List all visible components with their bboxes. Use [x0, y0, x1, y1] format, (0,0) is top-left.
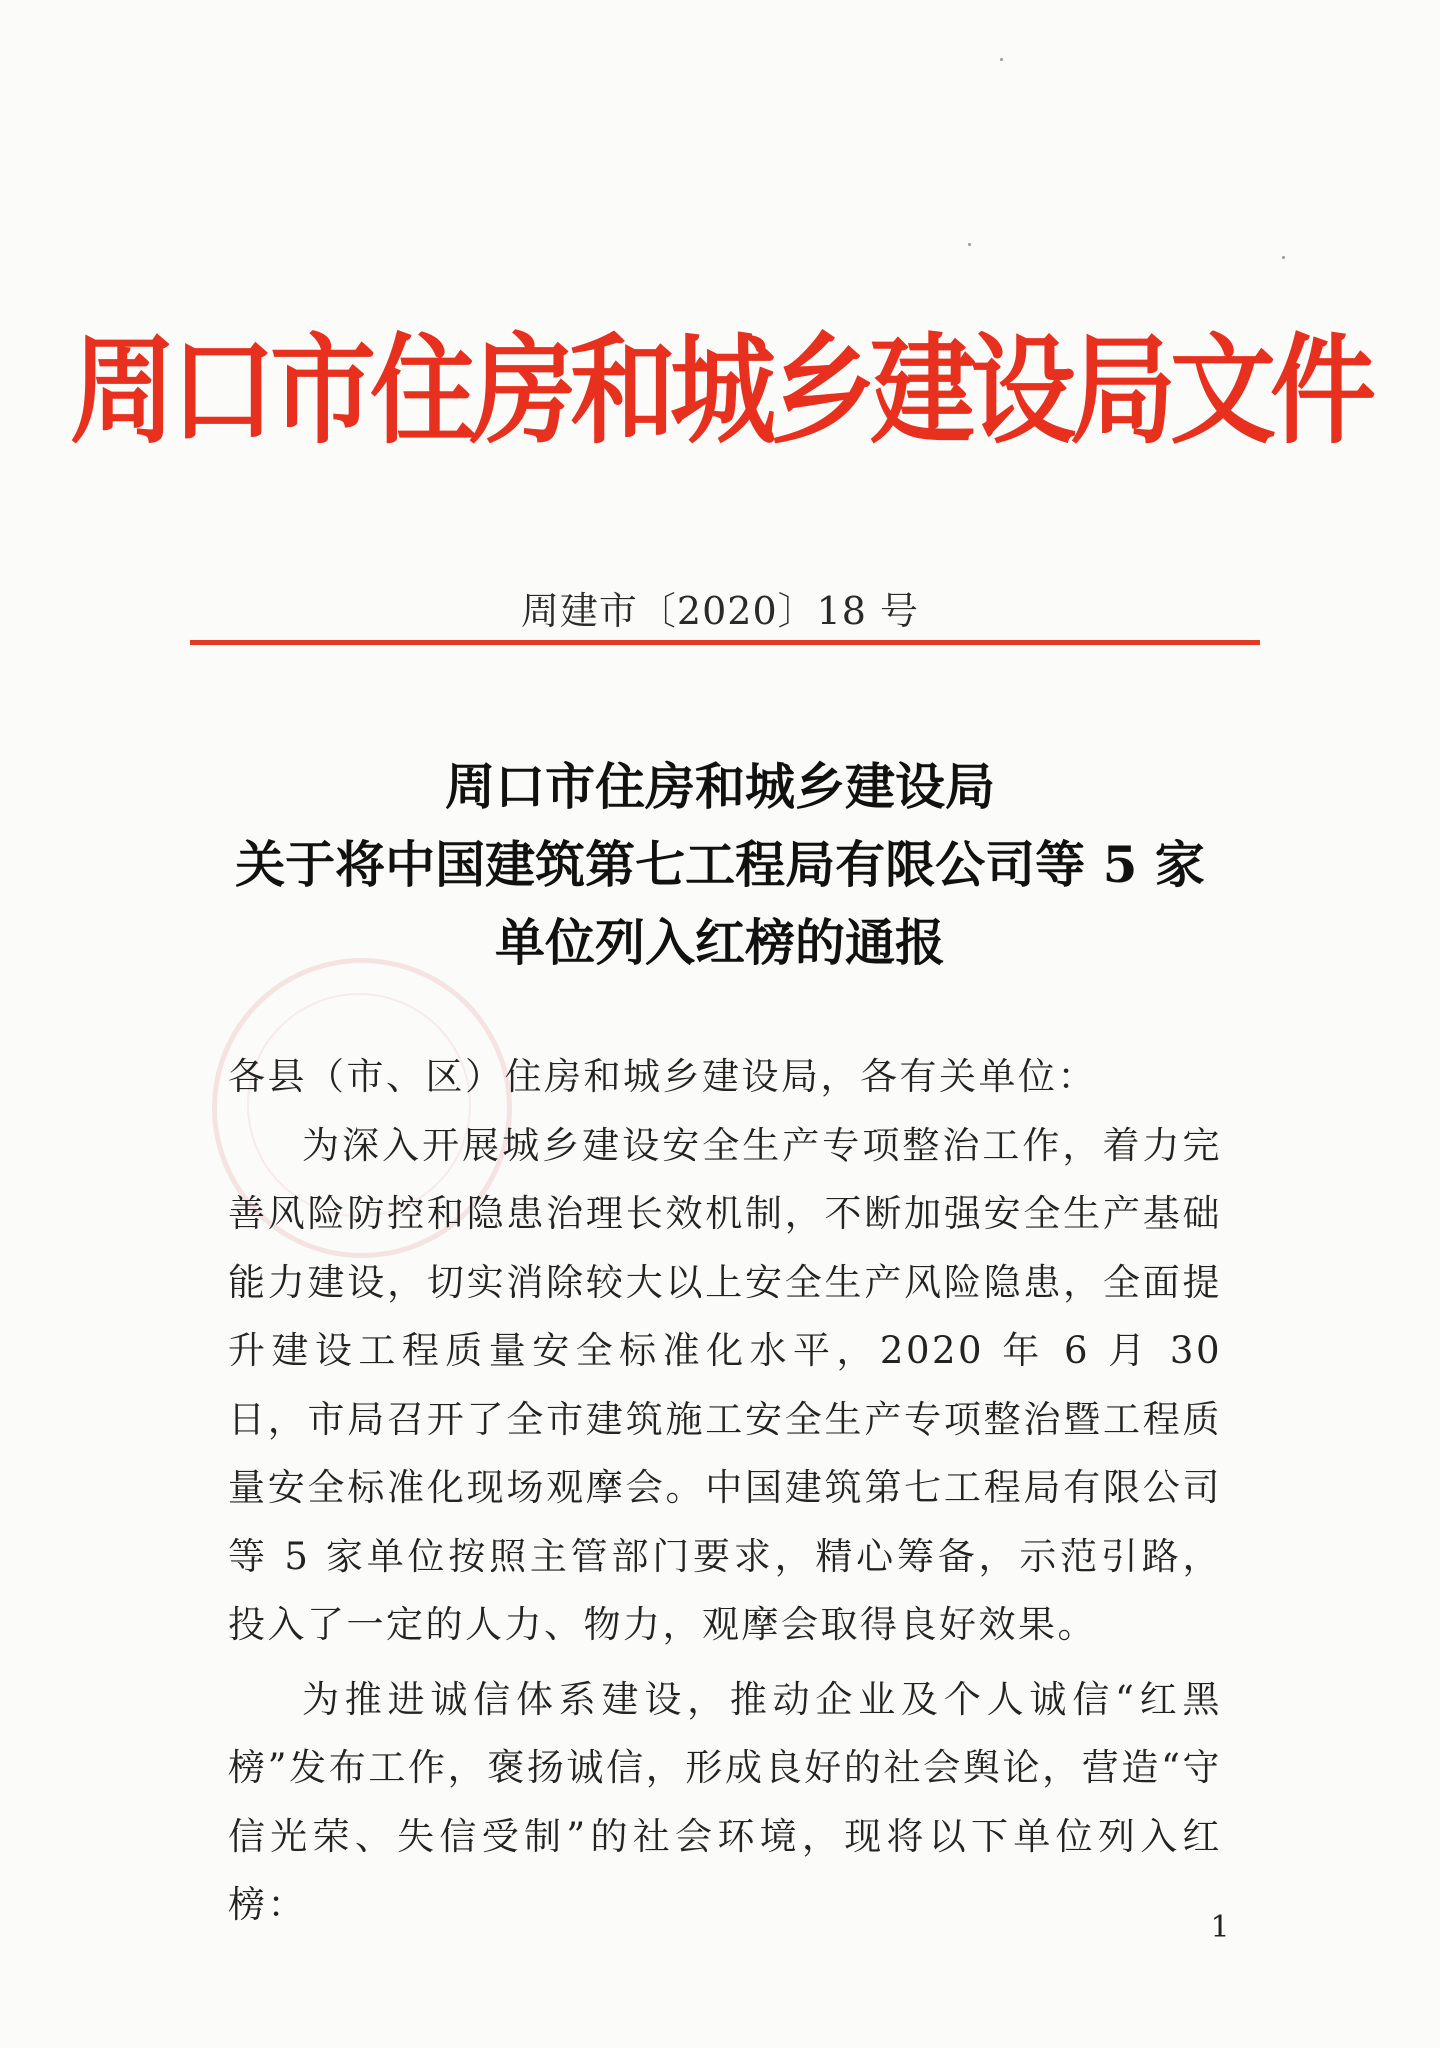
- agency-header-title: 周口市住房和城乡建设局文件: [70, 320, 1370, 461]
- salutation: 各县（市、区）住房和城乡建设局，各有关单位：: [228, 1055, 1097, 1098]
- notice-title-line: 关于将中国建筑第七工程局有限公司等 5 家: [235, 835, 1205, 894]
- scan-speck: [1000, 58, 1003, 61]
- notice-body: [228, 1043, 1222, 1940]
- body-paragraph-2: 为推进诚信体系建设，推动企业及个人诚信“红黑榜”发布工作，褒扬诚信，形成良好的社会舆论，营造“守信光荣、失信受制”的社会环境，现将以下单位列入红榜：: [228, 1677, 1222, 1926]
- notice-title-line: 周口市住房和城乡建设局: [445, 757, 995, 816]
- body-paragraph-1: 为深入开展城乡建设安全生产专项整治工作，着力完善风险防控和隐患治理长效机制，不断加强安全生产基础能力建设，切实消除较大以上安全生产风险隐患，全面提升建设工程质量安全标准化水平，2020 年 6 月 30 日，市局召开了全市建筑施工安全生产专项整治暨工程质量安全标准化现场观摩会。中国建筑第七工程局有限公司等 5 家单位按照主管部门要求，精心筹备，示范引路，投入了一定的人力、物力，观摩会取得良好效果。: [228, 1123, 1222, 1646]
- page-number: 1: [1210, 1910, 1230, 1945]
- document-number: 周建市〔2020〕18 号: [520, 589, 920, 633]
- scan-speck: [968, 243, 971, 246]
- scan-speck: [1282, 256, 1285, 259]
- red-divider-line: [190, 640, 1260, 645]
- notice-title: [0, 748, 1440, 982]
- notice-title-line: 单位列入红榜的通报: [495, 913, 945, 972]
